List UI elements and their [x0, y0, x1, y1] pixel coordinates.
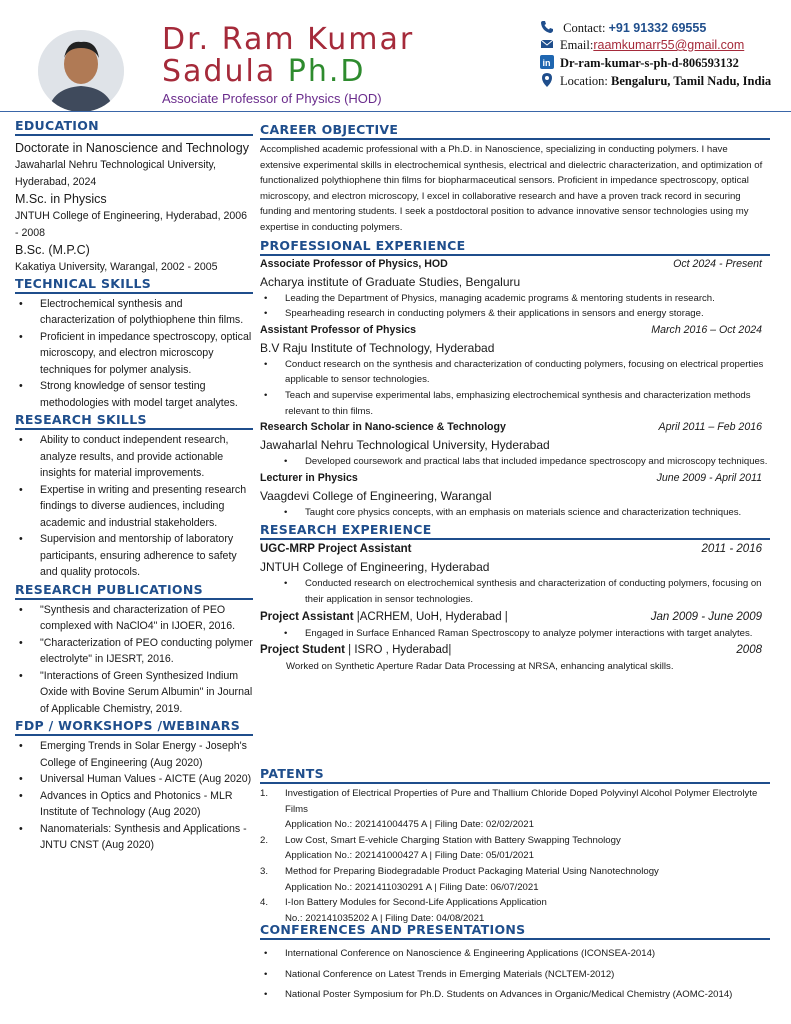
degree: Ph.D: [287, 54, 366, 89]
phone-icon: [540, 20, 554, 34]
list-item: • "Synthesis and characterization of PEO complexed with NaClO4" in IJOER, 2016.: [15, 602, 253, 635]
research-text: Worked on Synthetic Aperture Radar Data Processing at NRSA, enhancing analytical skills.: [286, 661, 674, 673]
item-number: 1.: [260, 788, 269, 799]
patents-list: [260, 786, 770, 926]
email-icon: [540, 37, 554, 51]
fdp-list: [15, 738, 253, 854]
right-column: [260, 122, 770, 675]
list-item: • Leading the Department of Physics, managing academic programs & mentoring students in research.: [260, 291, 770, 307]
career-objective-text: Accomplished academic professional with a Ph.D. in Nanoscience, specializing in conducting polymers. I have extensive experimental skills in electrochemical synthesis, electrical and dielectric characterization, and optimization of functionalized polythiophene thin films for biopharmaceutical sensors. Proficient in impedance spectroscopy, optical microscopy, and electron microscopy, I excel in collaborative research and have a proven track record in securing funding and mentoring students. I seek a postdoctoral position to advance innovative sensor technologies using my expertise in conducting polymers.: [260, 144, 763, 233]
job-org: Jawaharlal Nehru Technological University, Hyderabad: [260, 438, 550, 453]
linkedin-icon: [540, 55, 554, 69]
patent-application: Application No.: 2021411030291 A | Filing Date: 06/07/2021: [285, 881, 539, 893]
list-item: • Electrochemical synthesis and characterization of polythiophene thin films.: [15, 296, 253, 329]
list-item: • Conducted research on electrochemical synthesis and characterization of conducting polymers, focusing on their application in sensor technologies.: [280, 576, 770, 607]
research-skills-heading: RESEARCH SKILLS: [15, 412, 253, 430]
list-item: • "Interactions of Green Synthesized Indium Oxide with Bovine Serum Albumin" in Journal of Applicable Chemistry, 2019.: [15, 668, 253, 718]
research-entry: [260, 608, 770, 642]
patent-title: Low Cost, Smart E-vehicle Charging Station with Battery Swapping Technology: [285, 834, 621, 846]
patent-application: No.: 202141035202 A | Filing Date: 04/08/2021: [285, 912, 485, 924]
job-entry: [260, 470, 770, 521]
contact-linkedin-row: [540, 55, 739, 71]
patent-application: Application No.: 202141000427 A | Filing Date: 05/01/2021: [285, 850, 534, 862]
item-number: 3.: [260, 865, 269, 877]
job-dates: June 2009 - April 2011: [656, 471, 762, 484]
list-item: • Spearheading research in conducting polymers & their applications in sensors and energy storage.: [260, 306, 770, 322]
job-role: Associate Professor of Physics (HOD): [162, 91, 382, 106]
education-list: [15, 139, 253, 276]
profile-photo: [38, 30, 124, 112]
location-value: Bengaluru, Tamil Nadu, India: [611, 74, 772, 88]
list-item: • Supervision and mentorship of laboratory participants, ensuring adherence to safety and quality protocols.: [15, 531, 253, 581]
job-dates: April 2011 – Feb 2016: [658, 421, 762, 434]
publications-list: [15, 602, 253, 718]
list-item: • Conduct research on the synthesis and characterization of conducting polymers, focusing on electrical properties applicable to sensor technologies.: [260, 357, 770, 388]
patents-heading: PATENTS: [260, 766, 770, 784]
career-objective-heading: CAREER OBJECTIVE: [260, 122, 770, 140]
job-entry: [260, 322, 770, 419]
job-dates: Oct 2024 - Present: [673, 257, 762, 270]
phone-number[interactable]: +91 91332 69555: [608, 21, 707, 35]
research-bullets: [260, 626, 770, 642]
list-item: • Nanomaterials: Synthesis and Applications - JNTU CNST (Aug 2020): [15, 821, 253, 854]
person-avatar-icon: [38, 30, 124, 112]
research-dates: 2008: [736, 644, 762, 657]
list-item: • Strong knowledge of sensor testing methodologies with model target analytes.: [15, 378, 253, 411]
job-entry: [260, 419, 770, 470]
list-item: • National Conference on Latest Trends in Emerging Materials (NCLTEM-2012): [260, 965, 770, 986]
contact-email-row: [540, 37, 744, 53]
patent-title: Investigation of Electrical Properties of Pure and Thallium Chloride Doped Polyvinyl Alcohol Polymer Electrolyte Films: [285, 788, 758, 815]
research-org: |ACRHEM, UoH, Hyderabad |: [353, 610, 508, 623]
patent-application: Application No.: 202141004475 A | Filing Date: 02/02/2021: [285, 819, 534, 831]
patent-title: Method for Preparing Biodegradable Product Packaging Material Using Nanotechnology: [285, 865, 659, 877]
job-org: B.V Raju Institute of Technology, Hyderabad: [260, 340, 495, 355]
list-item: [260, 833, 770, 864]
contact-location-row: [540, 73, 771, 89]
list-item: • National Poster Symposium for Ph.D. Students on Advances in Organic/Medical Chemistry (AOMC-2014): [260, 985, 770, 1006]
job-org: Vaagdevi College of Engineering, Warangal: [260, 488, 492, 503]
patent-title: I-Ion Battery Modules for Second-Life Applications Application: [285, 897, 547, 909]
list-item: • Teach and supervise experimental labs, emphasizing electrochemical synthesis and characterization methods relevant to thin films.: [260, 388, 770, 419]
research-org: | ISRO , Hyderabad|: [344, 644, 452, 657]
research-skills-list: [15, 432, 253, 581]
job-title: Lecturer in Physics: [260, 471, 358, 484]
left-column: [15, 118, 253, 854]
list-item: • Ability to conduct independent research, analyze results, and provide actionable insights for material improvements.: [15, 432, 253, 482]
research-title-row: [260, 641, 451, 659]
job-entry: [260, 256, 770, 322]
list-item: • Taught core physics concepts, with an emphasis on materials science and characterization techniques.: [280, 505, 770, 521]
job-org: Acharya institute of Graduate Studies, Bengaluru: [260, 274, 521, 289]
research-entry: [260, 540, 770, 607]
conferences-list: [260, 944, 770, 1006]
name-line-2: [162, 56, 414, 88]
education-degree: Doctorate in Nanoscience and Technology: [15, 141, 249, 155]
svg-text:in: in: [542, 58, 551, 68]
contact-phone-row: [540, 20, 706, 36]
job-dates: March 2016 – Oct 2024: [651, 323, 762, 336]
job-bullets: [260, 357, 770, 419]
research-title: Project Student: [260, 644, 345, 657]
email-link[interactable]: raamkumarr55@gmail.com: [593, 38, 745, 52]
conferences-heading: CONFERENCES AND PRESENTATIONS: [260, 922, 770, 940]
research-title: UGC-MRP Project Assistant: [260, 543, 412, 556]
list-item: • Engaged in Surface Enhanced Raman Spectroscopy to analyze polymer interactions with target analytes.: [280, 626, 770, 642]
education-degree: M.Sc. in Physics: [15, 192, 107, 206]
education-degree: B.Sc. (M.P.C): [15, 243, 90, 257]
list-item: • International Conference on Nanoscience & Engineering Applications (ICONSEA-2014): [260, 944, 770, 965]
list-item: • Developed coursework and practical labs that included impedance spectroscopy and microscopy techniques.: [280, 454, 770, 470]
technical-skills-list: [15, 296, 253, 412]
research-title-row: [260, 608, 508, 626]
item-number: 2.: [260, 834, 269, 846]
research-title: Project Assistant: [260, 610, 354, 623]
research-experience-heading: RESEARCH EXPERIENCE: [260, 522, 770, 540]
job-bullets: [260, 291, 770, 322]
surname: Sadula: [162, 54, 277, 89]
research-org: JNTUH College of Engineering, Hyderabad: [260, 560, 490, 575]
research-entry: [260, 641, 770, 675]
research-dates: 2011 - 2016: [701, 543, 762, 556]
conferences-section: [260, 922, 770, 1006]
list-item: • Universal Human Values - AICTE (Aug 2020): [15, 771, 253, 788]
location-label: Location:: [560, 74, 608, 88]
education-detail: Kakatiya University, Warangal, 2002 - 2005: [15, 261, 218, 273]
linkedin-link[interactable]: Dr-ram-kumar-s-ph-d-806593132: [560, 56, 739, 70]
job-title: Associate Professor of Physics, HOD: [260, 257, 448, 270]
list-item: [260, 864, 770, 895]
name-line-1: Dr. Ram Kumar: [162, 22, 415, 57]
job-bullets: [260, 505, 770, 521]
publications-heading: RESEARCH PUBLICATIONS: [15, 582, 253, 600]
list-item: [260, 786, 770, 833]
contact-label: Contact:: [563, 21, 606, 35]
candidate-name: [162, 24, 414, 88]
list-item: • "Characterization of PEO conducting polymer electrolyte" in IJESRT, 2016.: [15, 635, 253, 668]
fdp-heading: FDP / WORKSHOPS /WEBINARS: [15, 718, 253, 736]
technical-skills-heading: TECHNICAL SKILLS: [15, 276, 253, 294]
experience-heading: PROFESSIONAL EXPERIENCE: [260, 238, 770, 256]
education-heading: EDUCATION: [15, 118, 253, 136]
education-detail: JNTUH College of Engineering, Hyderabad, 2006 - 2008: [15, 210, 248, 239]
research-dates: Jan 2009 - June 2009: [650, 610, 762, 623]
header-divider: [0, 111, 791, 112]
research-bullets: [260, 576, 770, 607]
list-item: • Emerging Trends in Solar Energy - Joseph's College of Engineering (Aug 2020): [15, 738, 253, 771]
job-title: Research Scholar in Nano-science & Technology: [260, 421, 506, 434]
list-item: • Expertise in writing and presenting research findings to diverse audiences, including academic and industrial stakeholders.: [15, 482, 253, 532]
list-item: • Proficient in impedance spectroscopy, optical microscopy, and electron microscopy techniques for polymer analysis.: [15, 329, 253, 379]
item-number: 4.: [260, 897, 269, 909]
job-title: Assistant Professor of Physics: [260, 323, 417, 336]
email-label: Email:: [560, 38, 594, 52]
job-bullets: [260, 454, 770, 470]
education-detail: Jawaharlal Nehru Technological University, Hyderabad, 2024: [15, 159, 216, 188]
location-pin-icon: [540, 73, 554, 87]
list-item: • Advances in Optics and Photonics - MLR Institute of Technology (Aug 2020): [15, 788, 253, 821]
patents-section: [260, 766, 770, 926]
